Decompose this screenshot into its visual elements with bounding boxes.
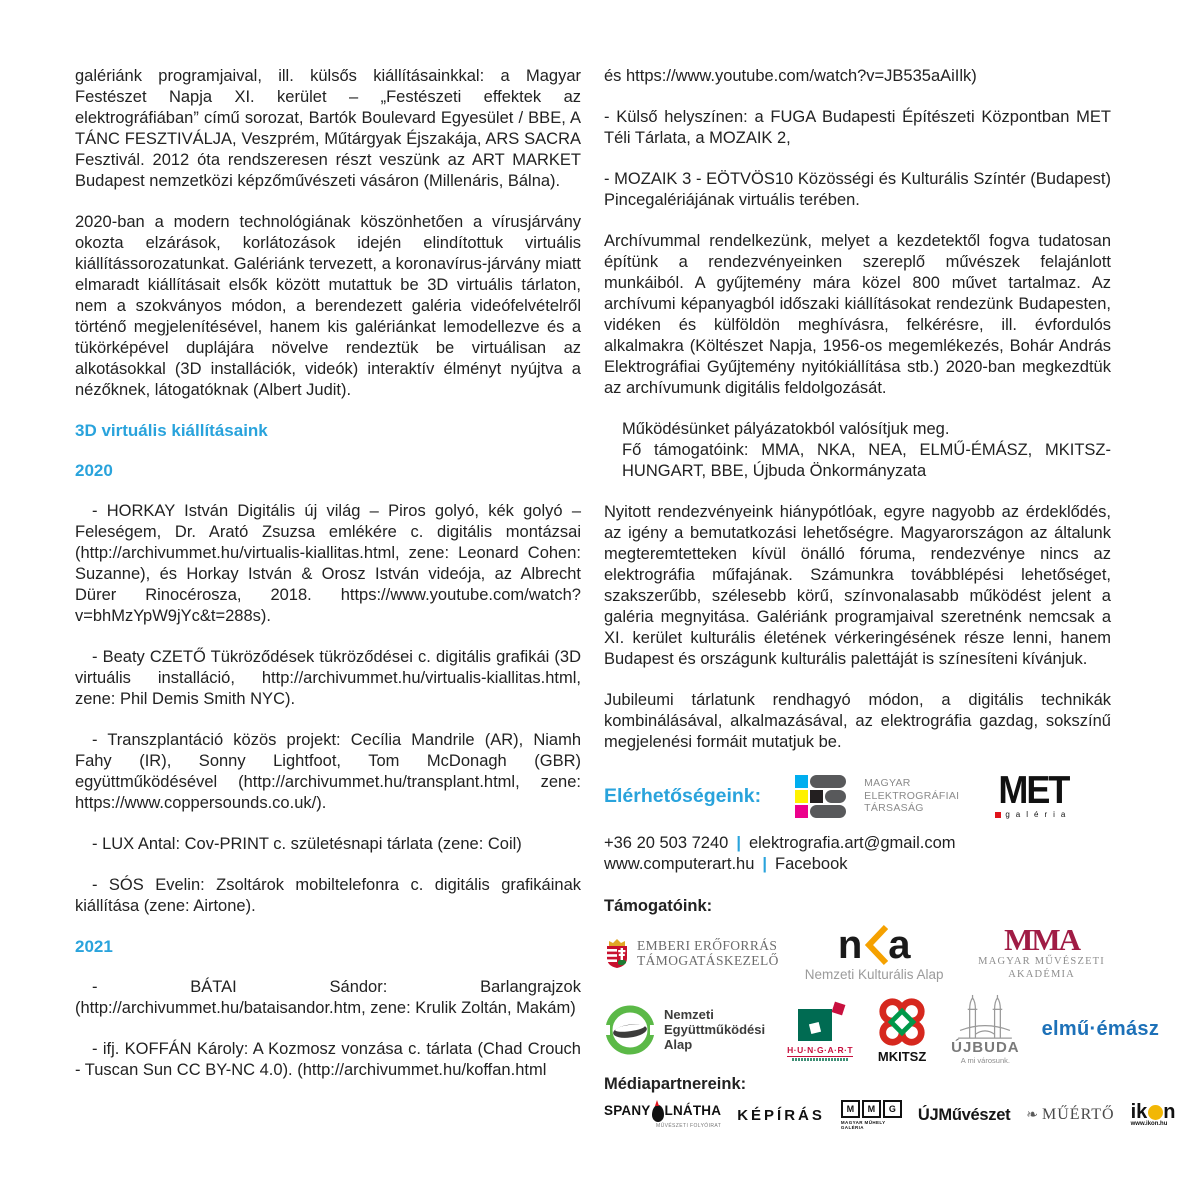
mma-logo — [978, 922, 1105, 981]
magyar-muhely-galeria-logo — [841, 1100, 902, 1130]
mma-wordmark: MMA — [1004, 922, 1080, 957]
hungart-squares-icon — [796, 1003, 844, 1045]
met-galeria-wordmark: MET — [998, 767, 1069, 812]
exhibition-item-fuga: - Külső helyszínen: a FUGA Budapesti Építészeti Központban MET Téli Tárlata, a MOZAIK 2, — [604, 108, 1111, 147]
met-org-line: TÁRSASÁG — [864, 802, 924, 815]
black-square-icon — [810, 790, 823, 803]
sponsor-logos-row-1 — [604, 924, 1111, 982]
red-square-icon — [995, 812, 1001, 818]
contact-line-web-facebook — [604, 854, 1111, 875]
met-galeria-logo — [995, 767, 1072, 819]
paragraph-archive: Archívummal rendelkezünk, melyet a kezdetektől fogva tudatosan építünk a rendezvényeinken szereplő művészek felajánlott munkáiból. A gyűjtemény mára közel 800 művet tartalmaz. Az archívumi képanyagból időszaki kiállításokat rendezünk Budapesten, vidéken és külföldön meghívásra, felkérésre, ill. évfordulós alkalmakra (Költészet Napja, 1956-os megemlékezés, Bohár András Elektrográfiai Gyűjtemény nyitókiállítása stb.) 2020-ban megkezdtük az archívumunk digitális feldolgozását. — [604, 232, 1111, 397]
separator: | — [762, 855, 768, 873]
separator: | — [736, 834, 741, 852]
magenta-square-icon — [795, 805, 808, 818]
nea-logo — [604, 1004, 765, 1056]
met-cmyk-logo — [795, 775, 846, 818]
met-org-line: ELEKTROGRÁFIAI — [864, 789, 960, 802]
ikon-logo: ik n www.ikon.hu — [1130, 1101, 1176, 1127]
right-column — [604, 66, 1176, 1130]
nea-name: Nemzeti Együttműködési Alap — [664, 1007, 766, 1052]
hungart-wordmark: H·U·N·G·A·R·T — [787, 1044, 854, 1055]
green-ring-icon — [604, 1004, 656, 1056]
paragraph-jubilee: Jubileumi tárlatunk rendhagyó módon, a digitális technikák kombinálásával, alkalmazásával, az elektrográfia gazdag, sokszínű megjelenési formáit mutatjuk be. — [604, 691, 1111, 751]
contact-line-phone-email — [604, 833, 1111, 854]
kepiras-logo: KÉPÍRÁS — [737, 1106, 825, 1124]
exhibition-item-transzplantacio: - Transzplantáció közös projekt: Cecília Mandrile (AR), Niamh Fahy (IR), Sonny Lightfoot, Tom McDonagh (GBR) együttműködésével (http://archivummet.hu/transplant.html, zene: https://www.coppersounds.co.uk/). — [75, 731, 581, 812]
email-address: elektrografia.art@gmail.com — [748, 834, 956, 852]
mma-subtext: MAGYAR MŰVÉSZETI — [978, 956, 1105, 967]
media-partner-logos-row — [604, 1100, 1176, 1130]
exhibition-item-mozaik3: - MOZAIK 3 - EÖTVÖS10 Közösségi és Kulturális Színtér (Budapest) Pincegalériájának virtuális terében. — [604, 170, 1111, 209]
funding-line-1: Működésünket pályázatokból valósítjuk meg. — [622, 420, 950, 438]
ujbuda-wordmark: ÚJBUDA — [951, 1039, 1020, 1056]
nka-subtext: Nemzeti Kulturális Alap — [804, 967, 944, 982]
quatrefoil-icon — [875, 996, 929, 1048]
yellow-square-icon — [795, 790, 808, 803]
paragraph-2020-virtual: 2020-ban a modern technológiának köszönhetően a vírusjárvány okozta elzárások, korlátozások idején elindítottuk virtuális kiállítássorozatunkat. Galériánk tervezett, a koronavírus-járvány miatt elmaradt kiállításait elsők között mutattuk be 3D virtuális tárlaton, nem a szokványos módon, a berendezett galéria videófelvételről történő megjelenítésével, hanem kis galériánkat lemodellezve és a tükörképével duplájára növelve rendeztük be virtuálisan az alkotásokkal (3D installációk, videók) interaktív élményt nyújtva a nézőknek, látogatóknak (Albert Judit). — [75, 213, 581, 399]
funding-block — [604, 419, 1111, 482]
contact-row — [604, 767, 1111, 819]
phone-number: +36 20 503 7240 — [604, 834, 729, 852]
ujbuda-slogan: A mi városunk. — [960, 1056, 1010, 1065]
floral-ornament-icon: ❧ — [1026, 1107, 1040, 1123]
gray-bar-icon — [825, 790, 846, 803]
muerto-logo: ❧ MŰÉRTŐ — [1026, 1106, 1115, 1123]
hungart-logo — [787, 1003, 853, 1061]
funding-line-2: Fő támogatóink: MMA, NKA, NEA, ELMŰ-ÉMÁSZ, MKITSZ-HUNGART, BBE, Újbuda Önkormányzata — [622, 441, 1111, 480]
emet-logo — [604, 936, 779, 970]
elmu-emasz-logo: elmű·émász — [1041, 1018, 1160, 1040]
emet-name: EMBERI ERŐFORRÁS TÁMOGATÁSKEZELŐ — [637, 937, 779, 968]
facebook-link: Facebook — [775, 855, 848, 873]
mkitsz-wordmark: MKITSZ — [877, 1048, 927, 1064]
paragraph-youtube-link: és https://www.youtube.com/watch?v=JB535aAiIlk) — [604, 67, 977, 85]
contact-label: Elérhetőségeink: — [604, 784, 762, 807]
exhibition-item-lux: - LUX Antal: Cov-PRINT c. születésnapi tárlata (zene: Coil) — [92, 835, 522, 853]
nka-wordmark: n a — [837, 923, 911, 967]
exhibition-item-horkay: - HORKAY István Digitális új világ – Piros golyó, kék golyó – Feleségem, Dr. Arató Zsuzsa emlékére c. digitális montázsai (http://archivummet.hu/virtualis-kiallitas.html, zene: Leonard Cohen: Suzanne), és Horkay István & Orosz István videója, az Albrecht Dürer Rinocérosza, 2018. https://www.youtube.com/watch?v=bhMzYpW9jYc&t=288s). — [75, 502, 581, 625]
hungarian-coat-of-arms-icon — [604, 936, 630, 970]
church-towers-icon — [953, 994, 1017, 1040]
exhibition-item-sos: - SÓS Evelin: Zsoltárok mobiltelefonra c. digitális grafikáinak kiállítása (zene: Airtone). — [75, 876, 581, 915]
met-society-name — [864, 777, 959, 815]
mma-subtext: AKADÉMIA — [1008, 969, 1075, 980]
orange-chevron-icon — [862, 924, 888, 966]
hungart-subtext-strip — [792, 1058, 848, 1061]
gray-bar-icon — [810, 805, 846, 818]
paragraph-open-events: Nyitott rendezvényeink hiánypótlóak, egyre nagyobb az érdeklődés, az igény a bemutatkozási lehetőségre. Magyarországon az általunk megteremtetteken kívül önálló fóruma, rendezvénye nincs az elektrográfia műfajának. Számunkra továbblépési lehetőséget, szakszerűbb, szélesebb körű, színvonalasabb működést jelent a galéria megnyitása. Galériánk programjaival szeretnénk nemcsak a XI. kerület kulturális életének vérkeringésének része lenni, hanem Budapest és országunk kulturális palettáját is színesíteni kívánjuk. — [604, 503, 1111, 668]
flame-icon — [655, 1100, 659, 1106]
nka-logo — [805, 924, 944, 982]
mmg-subtext: MAGYAR MŰHELY GALÉRIA — [840, 1120, 886, 1130]
ikon-url: www.ikon.hu — [1130, 1121, 1168, 1127]
paragraph-programs: galériánk programjaival, ill. külsős kiállításainkkal: a Magyar Festészet Napja XI. kerület – „Festészeti effektek az elektrográfiában” című sorozat, Bartók Boulevard Egyesület / BBE, A TÁNC FESZTIVÁLJA, Veszprém, Műtárgyak Éjszakája, ARS SACRA Fesztivál. 2012 óta rendszeresen részt veszünk az ART MARKET Budapest nemzetközi képzőművészeti vásáron (Millenáris, Bálna). — [75, 67, 581, 190]
cyan-square-icon — [795, 775, 808, 788]
spanyolnatha-logo: SPANY LNÁTHA MŰVÉSZETI FOLYÓIRAT — [604, 1102, 721, 1129]
left-column — [75, 66, 581, 1081]
yellow-circle-icon — [1148, 1105, 1163, 1120]
gray-bar-icon — [810, 775, 846, 788]
media-partners-label: Médiapartnereink: — [604, 1075, 747, 1093]
heading-3d-virtual-exhibitions: 3D virtuális kiállításaink — [75, 421, 268, 440]
sponsor-logos-row-2 — [604, 994, 1160, 1065]
ujmuveszet-logo: ÚJMűvészet — [917, 1105, 1011, 1124]
heading-year-2020: 2020 — [75, 461, 113, 480]
sponsors-label: Támogatóink: — [604, 897, 713, 915]
met-org-line: MAGYAR — [864, 777, 911, 790]
exhibition-item-koffan: - ifj. KOFFÁN Károly: A Kozmosz vonzása c. tárlata (Chad Crouch - Tuscan Sun CC BY-NC 4.0). (http://archivummet.hu/koffan.html — [75, 1040, 581, 1079]
ink-drop-icon — [652, 1105, 664, 1122]
mkitsz-logo — [875, 996, 929, 1064]
exhibition-item-batai: - BÁTAI Sándor: Barlangrajzok (http://archivummet.hu/bataisandor.htm, zene: Krulik Zoltán, Makám) — [75, 978, 581, 1017]
ujbuda-logo — [951, 994, 1020, 1065]
boxed-letters-icon: M M G — [841, 1100, 902, 1118]
exhibition-item-czeto: - Beaty CZETŐ Tükröződések tükröződései c. digitális grafikái (3D virtuális installáció, http://archivummet.hu/virtualis-kiallitas.html, zene: Phil Demis Smith NYC). — [75, 648, 581, 708]
spanyolnatha-subtext: MŰVÉSZETI FOLYÓIRAT — [656, 1122, 722, 1129]
website-url: www.computerart.hu — [604, 855, 755, 873]
met-galeria-subtext: galéria — [995, 810, 1071, 819]
heading-year-2021: 2021 — [75, 937, 113, 956]
contact-details — [604, 833, 1111, 875]
